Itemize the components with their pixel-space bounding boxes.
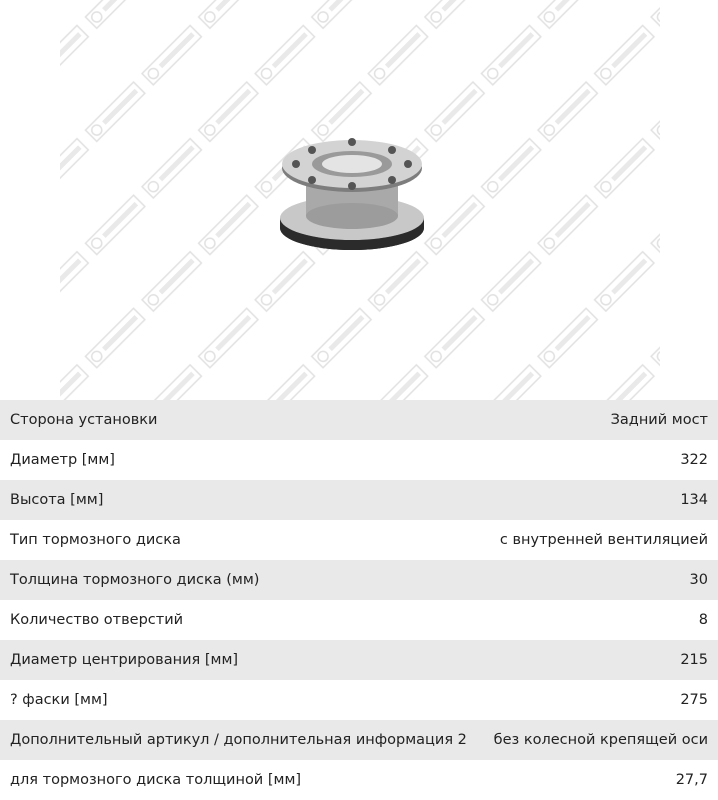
spec-label: Дополнительный артикул / дополнительная информация 2 (0, 720, 470, 760)
table-row (0, 640, 718, 680)
specs-table (0, 400, 718, 800)
spec-value: 215 (470, 640, 718, 680)
table-row (0, 520, 718, 560)
spec-label: Тип тормозного диска (0, 520, 470, 560)
spec-label: для тормозного диска толщиной [мм] (0, 760, 470, 800)
table-row (0, 600, 718, 640)
spec-label: Диаметр центрирования [мм] (0, 640, 470, 680)
spec-label: Диаметр [мм] (0, 440, 470, 480)
brake-disc-icon (272, 128, 432, 258)
spec-label: ? фаски [мм] (0, 680, 470, 720)
table-row (0, 720, 718, 760)
spec-value: 134 (470, 480, 718, 520)
spec-value: 8 (470, 600, 718, 640)
spec-value: 322 (470, 440, 718, 480)
table-row (0, 480, 718, 520)
spec-label: Высота [мм] (0, 480, 470, 520)
spec-value: Задний мост (470, 400, 718, 440)
spec-label: Толщина тормозного диска (мм) (0, 560, 470, 600)
spec-label: Количество отверстий (0, 600, 470, 640)
spec-label: Сторона установки (0, 400, 470, 440)
table-row (0, 680, 718, 720)
spec-value: без колесной крепящей оси (470, 720, 718, 760)
spec-value: 27,7 (470, 760, 718, 800)
table-row (0, 440, 718, 480)
table-row (0, 560, 718, 600)
table-row (0, 760, 718, 800)
spec-value: 275 (470, 680, 718, 720)
spec-value: с внутренней вентиляцией (470, 520, 718, 560)
spec-value: 30 (470, 560, 718, 600)
table-row (0, 400, 718, 440)
